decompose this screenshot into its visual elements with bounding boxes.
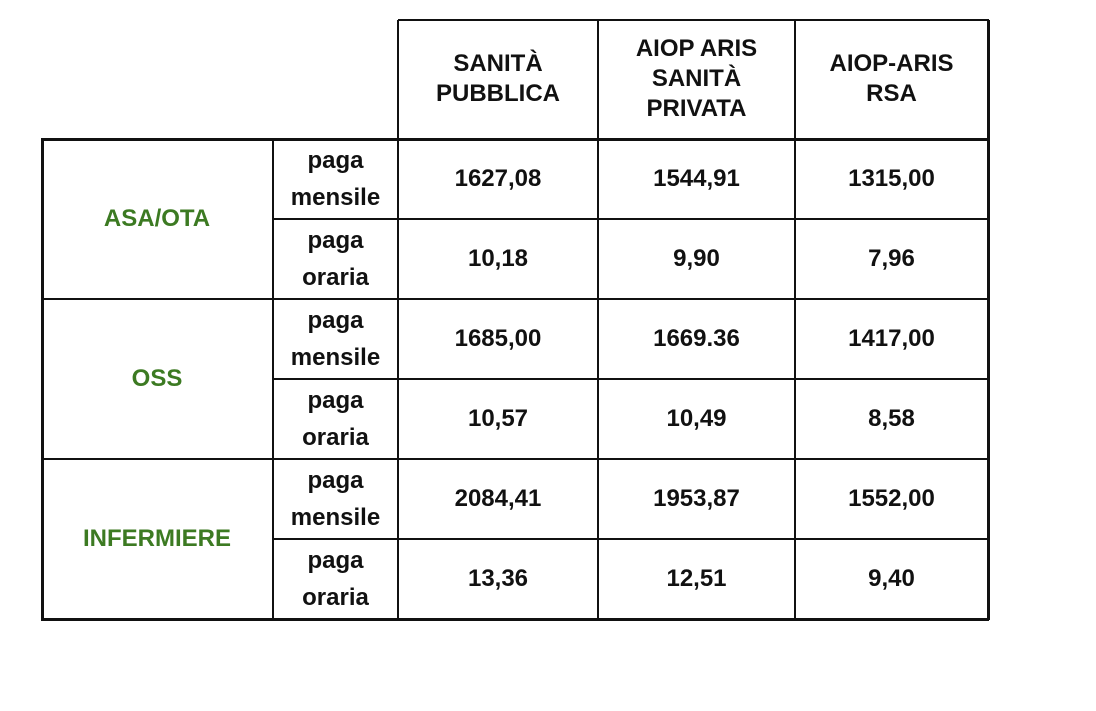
column-header-aiop-aris-rsa: AIOP-ARIS RSA	[795, 19, 988, 139]
column-header-sanita-pubblica: SANITÀ PUBBLICA	[398, 19, 598, 139]
table-border	[273, 378, 989, 380]
row-label-hourly-pay: paga oraria	[273, 539, 398, 619]
row-label-monthly-pay: paga mensile	[273, 459, 398, 539]
table-border	[41, 298, 989, 300]
table-border	[273, 538, 989, 540]
monthly-pay-value: 1552,00	[795, 459, 988, 539]
monthly-pay-value: 1669.36	[598, 299, 795, 379]
hourly-pay-value: 10,49	[598, 379, 795, 459]
category-asa-ota: ASA/OTA	[41, 139, 273, 299]
table-border	[272, 139, 274, 620]
hourly-pay-value: 9,40	[795, 539, 988, 619]
table-border	[41, 139, 44, 620]
row-label-hourly-pay: paga oraria	[273, 219, 398, 299]
table-border	[794, 20, 796, 620]
hourly-pay-value: 8,58	[795, 379, 988, 459]
table-border	[398, 19, 989, 21]
hourly-pay-value: 12,51	[598, 539, 795, 619]
table-border	[41, 458, 989, 460]
monthly-pay-value: 1627,08	[398, 139, 598, 219]
monthly-pay-value: 1315,00	[795, 139, 988, 219]
table-border	[273, 218, 989, 220]
monthly-pay-value: 1544,91	[598, 139, 795, 219]
table-border	[597, 20, 599, 620]
table-border	[397, 20, 399, 620]
table-border	[41, 138, 989, 141]
row-label-monthly-pay: paga mensile	[273, 299, 398, 379]
category-infermiere: INFERMIERE	[41, 459, 273, 619]
column-header-aiop-aris-sanita-privata: AIOP ARIS SANITÀ PRIVATA	[598, 19, 795, 139]
table-border	[987, 20, 990, 620]
hourly-pay-value: 13,36	[398, 539, 598, 619]
monthly-pay-value: 1685,00	[398, 299, 598, 379]
salary-table	[41, 19, 989, 622]
hourly-pay-value: 9,90	[598, 219, 795, 299]
monthly-pay-value: 1417,00	[795, 299, 988, 379]
monthly-pay-value: 1953,87	[598, 459, 795, 539]
hourly-pay-value: 7,96	[795, 219, 988, 299]
category-oss: OSS	[41, 299, 273, 459]
row-label-monthly-pay: paga mensile	[273, 139, 398, 219]
hourly-pay-value: 10,18	[398, 219, 598, 299]
table-border	[41, 618, 989, 621]
row-label-hourly-pay: paga oraria	[273, 379, 398, 459]
monthly-pay-value: 2084,41	[398, 459, 598, 539]
hourly-pay-value: 10,57	[398, 379, 598, 459]
